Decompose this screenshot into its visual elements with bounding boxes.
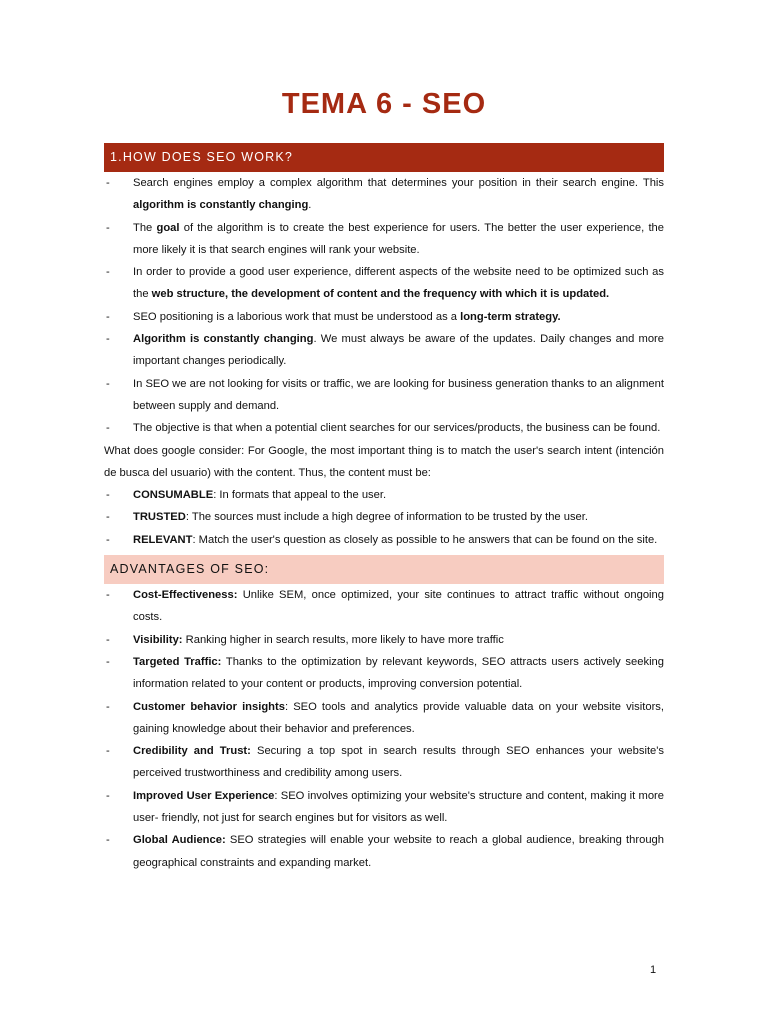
list-item xyxy=(104,506,664,528)
bold-text: TRUSTED xyxy=(133,511,186,524)
text-run: : Match the user's question as closely as possible to he answers that can be found on the site. xyxy=(192,533,658,546)
text-run: of the algorithm is to create the best experience for users. The better the user experience, the more likely it is that search engines will rank your website. xyxy=(133,221,664,256)
list-item xyxy=(104,785,664,830)
bold-text: Customer behavior insights xyxy=(133,700,285,713)
text-run: Unlike SEM, once optimized, your site continues to attract traffic without ongoing costs. xyxy=(133,589,664,624)
bullet-dash: - xyxy=(106,489,110,502)
section-heading-advantages: ADVANTAGES OF SEO: xyxy=(104,555,664,584)
bold-text: Global Audience: xyxy=(133,834,226,847)
text-run: : In formats that appeal to the user. xyxy=(213,489,387,502)
list-item xyxy=(104,261,664,306)
bullet-dash: - xyxy=(106,789,110,802)
text-run: Ranking higher in search results, more likely to have more traffic xyxy=(182,633,504,646)
text-run: : The sources must include a high degree of information to be trusted by the user. xyxy=(185,511,588,524)
list-item xyxy=(104,696,664,741)
text-run: In order to provide a good user experience, different aspects of the website need to be optimized such as the xyxy=(133,266,664,301)
text-run: SEO positioning is a laborious work that must be understood as a xyxy=(133,310,461,323)
bold-text: long-term strategy. xyxy=(460,310,561,323)
bold-text: Targeted Traffic: xyxy=(133,655,222,668)
list-item xyxy=(104,172,664,217)
text-run: Thanks to the optimization by relevant keywords, SEO attracts users actively seeking information related to your content or products, improving conversion potential. xyxy=(133,655,664,691)
list-item xyxy=(104,306,664,328)
list-item xyxy=(104,584,664,629)
text-run: Search engines employ a complex algorithm that determines your position in their search engine. This xyxy=(133,177,664,189)
text-run: The objective is that when a potential client searches for our services/products, the business can be found. xyxy=(133,422,661,435)
bold-text: Visibility: xyxy=(133,633,183,646)
bold-text: algorithm is constantly changing xyxy=(133,199,309,212)
bold-text: RELEVANT xyxy=(133,533,193,546)
bullet-dash: - xyxy=(106,310,110,323)
bullet-dash: - xyxy=(106,511,110,524)
list-item xyxy=(104,373,664,418)
list-item xyxy=(104,629,664,651)
advantages-list xyxy=(104,584,664,874)
list-item xyxy=(104,740,664,785)
bold-text: Improved User Experience xyxy=(133,789,275,802)
list-item xyxy=(104,484,664,506)
list-item xyxy=(104,417,664,439)
bold-text: Algorithm is constantly changing xyxy=(133,333,314,346)
list-item xyxy=(104,217,664,262)
how-seo-works-list xyxy=(104,172,664,440)
bullet-dash: - xyxy=(106,745,110,758)
bullet-dash: - xyxy=(106,333,110,346)
bold-text: goal xyxy=(156,221,180,234)
bold-text: web structure, the development of content and the frequency with which it is updated. xyxy=(151,288,610,301)
bold-text: Cost-Effectiveness: xyxy=(133,589,238,602)
document-title: TEMA 6 - SEO xyxy=(281,88,487,120)
text-run: SEO strategies will enable your website to reach a global audience, breaking through geographical constraints and expanding market. xyxy=(133,834,664,869)
text-run: In SEO we are not looking for visits or traffic, we are looking for business generation thanks to an alignment between supply and demand. xyxy=(133,377,664,412)
bold-text: Credibility and Trust: xyxy=(133,745,251,758)
bullet-dash: - xyxy=(106,266,110,279)
bullet-dash: - xyxy=(106,589,110,602)
text-run: Securing a top spot in search results through SEO enhances your website's perceived trustworthiness and credibility among users. xyxy=(133,745,665,780)
bullet-dash: - xyxy=(106,377,110,390)
bullet-dash: - xyxy=(106,834,110,847)
list-item xyxy=(104,328,664,373)
document-content xyxy=(104,143,664,874)
google-considerations-paragraph: What does google consider: For Google, the most important thing is to match the user's search intent (intención de busca del usuario) with the content. Thus, the content must be: xyxy=(104,444,664,479)
bullet-dash: - xyxy=(106,422,110,435)
content-criteria-list xyxy=(104,484,664,551)
text-run: The xyxy=(133,221,157,234)
bullet-dash: - xyxy=(106,633,110,646)
text-run: : SEO involves optimizing your website's structure and content, making it more user- friendly, not just for search engines but for visitors as well. xyxy=(133,789,664,825)
text-run: . xyxy=(308,199,312,212)
text-run: . We must always be aware of the updates. Daily changes and more important changes periodically. xyxy=(133,333,664,368)
list-item xyxy=(104,651,664,696)
section-heading-how-seo-works: 1.HOW DOES SEO WORK? xyxy=(104,143,664,172)
text-run: : SEO tools and analytics provide valuable data on your website visitors, gaining knowledge about their behavior and preferences. xyxy=(133,700,664,735)
bullet-dash: - xyxy=(106,700,110,713)
page-number: 1 xyxy=(650,964,657,976)
bullet-dash: - xyxy=(106,221,110,234)
bullet-dash: - xyxy=(106,655,110,668)
list-item xyxy=(104,529,664,551)
bullet-dash: - xyxy=(106,533,110,546)
bullet-dash: - xyxy=(106,177,110,189)
bold-text: CONSUMABLE xyxy=(133,489,214,502)
list-item xyxy=(104,829,664,874)
